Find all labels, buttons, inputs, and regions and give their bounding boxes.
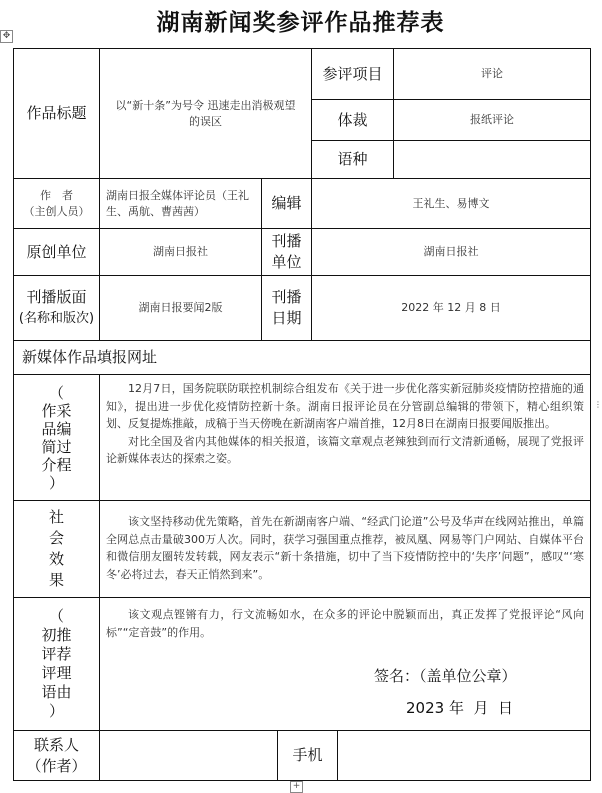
author-value[interactable]: 湖南日报全媒体评论员（王礼生、禹航、曹茜茜）	[106, 188, 249, 218]
collection-process-label: （ 作采 品编 简过 介程 ）	[41, 383, 72, 492]
social-effect-label: 社 会 效 果	[48, 508, 64, 589]
new-media-url-value[interactable]	[230, 341, 590, 374]
move-handle-icon[interactable]: ✥	[0, 30, 13, 43]
publish-page-value[interactable]: 湖南日报要闻2版	[138, 301, 223, 314]
publish-date-label-line2: 日期	[271, 309, 302, 327]
author-label	[14, 179, 99, 228]
phone-label: 手机	[292, 746, 323, 764]
publish-page-label	[14, 276, 99, 340]
language-value[interactable]	[394, 141, 590, 178]
work-title-value[interactable]: 以“新十条”为号令 迅速走出消极观望的误区	[115, 98, 296, 128]
original-unit-value[interactable]: 湖南日报社	[153, 245, 208, 258]
resize-handle-icon[interactable]: ⋮	[594, 400, 602, 409]
contact-label: 联系人 （作者）	[26, 735, 87, 775]
collection-process-paragraph-2: 对比全国及省内其他媒体的相关报道，该篇文章观点老辣独到而行文清新通畅，展现了党报评论新媒体表达的探索之姿。	[106, 434, 584, 465]
genre-label: 体裁	[337, 110, 368, 129]
collection-process-paragraph-1: 12月7日，国务院联防联控机制综合组发布《关于进一步优化落实新冠肺炎疫情防控措施的通知》，提出进一步优化疫情防控新十条。湖南日报评论员在分管副总编辑的带领下，精心组织策划、反复提炼推敲，成稿于当天傍晚在新湖南客户端首推，12月8日在湖南日报要闻版推出。	[106, 382, 584, 430]
new-media-url-label: 新媒体作品填报网址	[22, 348, 158, 366]
signature-date: 2023 年 月 日	[406, 699, 514, 717]
original-unit-label: 原创单位	[26, 242, 87, 261]
editor-label: 编辑	[271, 194, 302, 212]
project-label: 参评项目	[322, 64, 383, 83]
phone-value[interactable]	[338, 731, 590, 780]
collection-process-text[interactable]	[106, 380, 584, 468]
social-effect-paragraph-1: 该文坚持移动优先策略，首先在新湖南客户端、“经武门论道”公号及华声在线网站推出，单篇全网总点击量破300万人次。同时，获学习强国重点推荐，被凤凰、网易等门户网站、自媒体平台和微信朋友圈转发转载，网友表示“新十条措施，切中了当下疫情防控中的‘失序’问题”，感叹“‘寒冬’必将过去，春天正悄然到来”。	[106, 515, 584, 581]
publish-unit-label-line2: 单位	[271, 253, 302, 271]
author-label-line1: 作 者	[40, 188, 73, 202]
publish-date-value[interactable]: 2022 年 12 月 8 日	[401, 301, 501, 314]
publish-unit-label	[262, 229, 311, 275]
publish-unit-label-line1: 刊播	[271, 232, 302, 250]
contact-value[interactable]	[100, 731, 277, 780]
language-label: 语种	[337, 150, 368, 168]
publish-unit-value[interactable]: 湖南日报社	[423, 245, 479, 258]
publish-date-label	[262, 276, 311, 340]
editor-value[interactable]: 王礼生、易博文	[412, 196, 490, 210]
project-value[interactable]: 评论	[481, 67, 503, 80]
genre-value[interactable]: 报纸评论	[470, 113, 514, 126]
publish-page-label-line2: (名称和版次)	[18, 311, 95, 326]
recommendation-paragraph-1: 该文观点铿锵有力，行文流畅如水，在众多的评论中脱颖而出，真正发挥了党报评论“风向标”“定音鼓”的作用。	[106, 608, 584, 639]
social-effect-text[interactable]	[106, 513, 584, 583]
document-title: 湖南新闻奖参评作品推荐表	[156, 10, 445, 36]
author-label-line2: （主创人员）	[23, 204, 90, 218]
signature-line: 签名：（盖单位公章）	[374, 667, 517, 685]
publish-page-label-line1: 刊播版面	[26, 288, 87, 306]
table-border-right	[590, 48, 591, 781]
add-row-icon[interactable]: +	[290, 781, 303, 793]
recommendation-text[interactable]	[106, 606, 584, 641]
publish-date-label-line1: 刊播	[271, 288, 302, 306]
recommendation-label: （ 初推 评荐 评理 语由 ）	[41, 607, 72, 720]
work-title-label: 作品标题	[26, 104, 87, 122]
